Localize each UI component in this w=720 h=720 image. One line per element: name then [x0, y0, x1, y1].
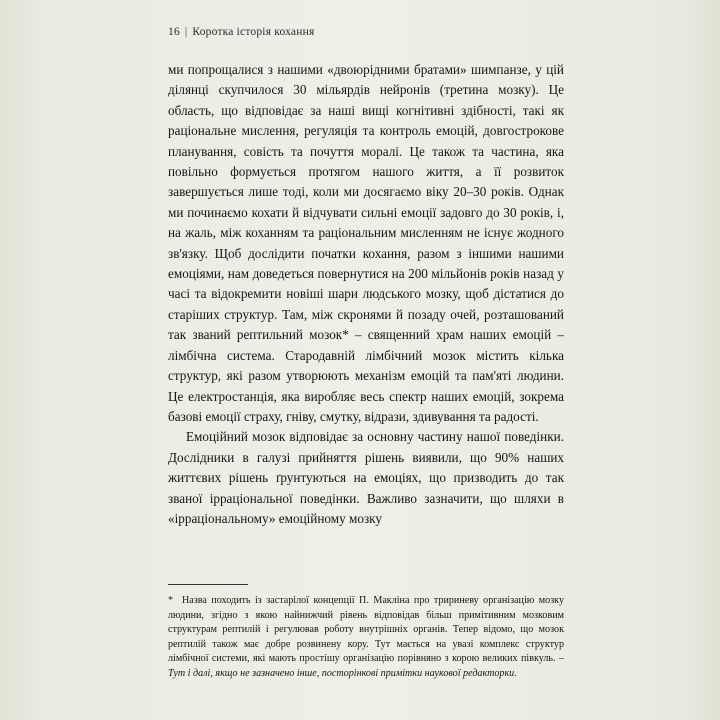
paragraph-1: ми попрощалися з нашими «двоюрідними братами» шимпанзе, у цій ділянці скупчилося 30 мільярдів нейронів (третина мозку). Це область, що відповідає за наші вищі когнітивні здібності, такі як раціональне мислення, регуляція та контроль емоцій, довгострокове планування, совість та почуття моралі. Це також та частина, яка повільно формується протягом нашого життя, а її розвиток завершується лише тоді, коли ми досягаємо віку 20–30 років. Однак ми починаємо кохати й відчувати сильні емоції задовго до 30 років, і, на жаль, між коханням та раціональним мисленням не існує жодного зв'язку. Щоб дослідити початки кохання, разом з іншими нашими емоціями, нам доведеться повернутися на 200 мільйонів років назад у часі та відокремити новіші шари людського мозку, щоб дістатися до старіших структур. Там, між скронями й позаду очей, розташований так званий рептильний мозок* – священний храм наших емоцій – лімбічна система. Стародавній лімбічний мозок містить кілька структур, які разом утворюють механізм емоцій та пам'яті людини. Це електростанція, яка виробляє весь спектр наших емоцій, зокрема базові емоції страху, гніву, смутку, відрази, здивування та радості. — [168, 62, 564, 424]
footnote — [168, 594, 564, 682]
page-number: 16 — [168, 26, 180, 38]
footnote-text: Назва походить із застарілої концепції П. Макліна про тририневу організацію мозку людини, згідно з якою найнижчий рівень відповідав більш примітивним мозковим структурам рептилій і регулював роботу внутрішніх органів. Тепер відомо, що мозок рептилій також має добре розвинену кору. Тут мається на увазі комплекс структур лімбічної системи, які мають простішу організацію порівняно з корою великих півкуль. – — [168, 595, 564, 665]
page-content — [168, 26, 564, 529]
header-separator: | — [184, 26, 188, 38]
footnote-text-italic: Тут і далі, якщо не зазначено інше, посторінкові примітки наукової редакторки. — [168, 667, 517, 679]
book-title: Коротка історія кохання — [192, 26, 315, 38]
body-text — [168, 60, 564, 529]
running-header — [168, 26, 564, 38]
footnote-marker: * — [168, 595, 174, 606]
footnote-divider — [168, 584, 248, 585]
paragraph-2: Емоційний мозок відповідає за основну частину нашої поведінки. Дослідники в галузі прийняття рішень виявили, що 90% наших життєвих рішень ґрунтуються на емоціях, що призводить до так званої ірраціональної поведінки. Важливо зазначити, що шляхи в «ірраціональному» емоційному мозку — [168, 429, 564, 526]
